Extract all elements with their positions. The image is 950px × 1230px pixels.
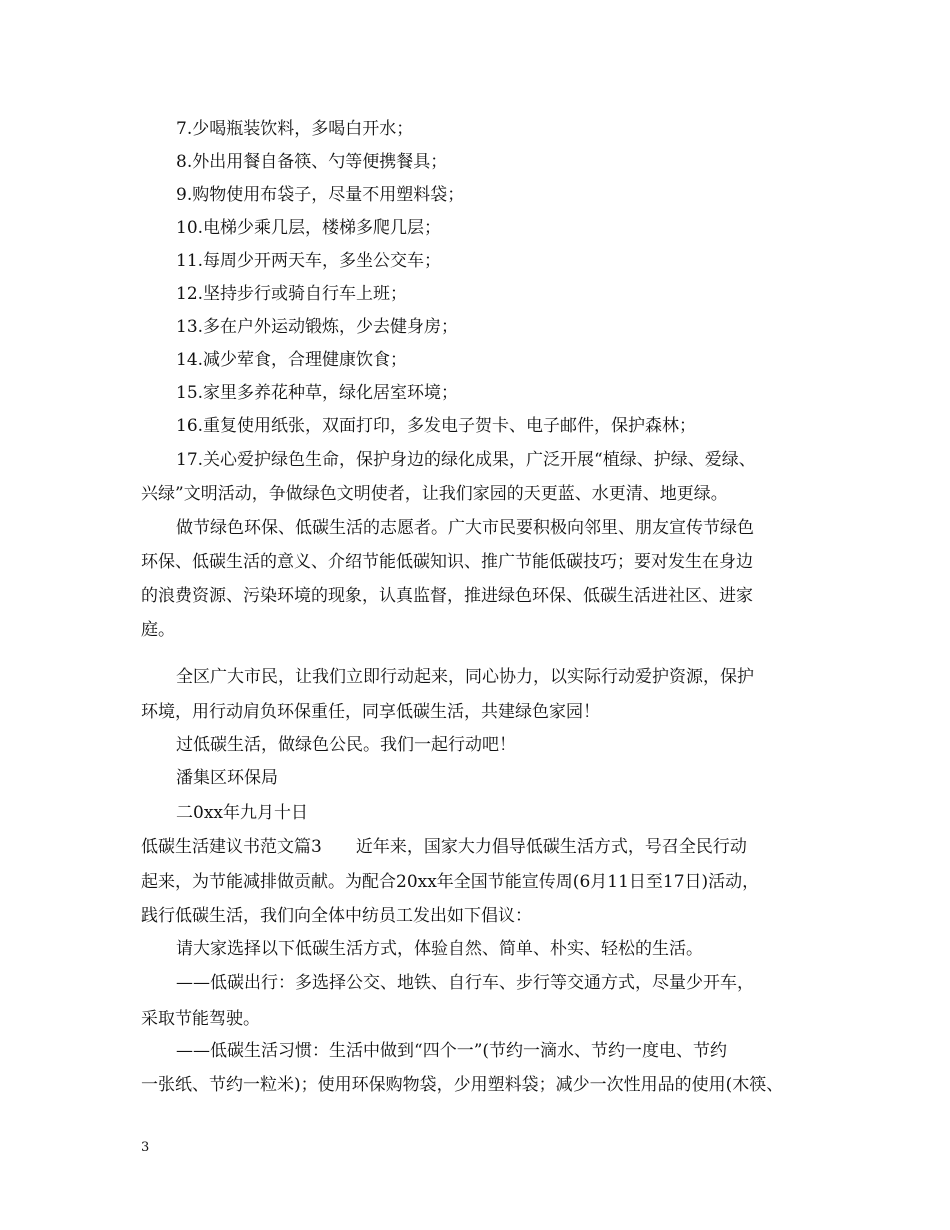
text-line: 环境，用行动肩负环保重任，同享低碳生活，共建绿色家园！: [141, 702, 600, 722]
text-line: 过低碳生活，做绿色公民。我们一起行动吧！: [176, 735, 516, 755]
text-line: 8.外出用餐自备筷、勺等便携餐具；: [176, 152, 448, 172]
text-line: 17.关心爱护绿色生命，保护身边的绿化成果，广泛开展“植绿、护绿、爱绿、: [176, 450, 756, 470]
text-line: 16.重复使用纸张，双面打印，多发电子贺卡、电子邮件，保护森林；: [176, 416, 697, 436]
section-heading-line: 低碳生活建议书范文篇3 近年来，国家大力倡导低碳生活方式，号召全民行动: [141, 837, 747, 857]
signature-date: 二0xx年九月十日: [176, 803, 308, 823]
text-line: 14.减少荤食，合理健康饮食；: [176, 350, 408, 370]
text-line: 15.家里多养花种草，绿化居室环境；: [176, 383, 459, 403]
text-line: 全区广大市民，让我们立即行动起来，同心协力，以实际行动爱护资源，保护: [176, 667, 754, 687]
text-line: 10.电梯少乘几层，楼梯多爬几层；: [176, 218, 442, 238]
text-line: 13.多在户外运动锻炼，少去健身房；: [176, 317, 459, 337]
text-line: 12.坚持步行或骑自行车上班；: [176, 284, 408, 304]
text-line: ——低碳出行：多选择公交、地铁、自行车、步行等交通方式，尽量少开车，: [176, 973, 754, 993]
signature-org: 潘集区环保局: [176, 768, 278, 788]
text-line: 兴绿”文明活动，争做绿色文明使者，让我们家园的天更蓝、水更清、地更绿。: [141, 484, 728, 504]
text-line: 起来，为节能减排做贡献。为配合20xx年全国节能宣传周(6月11日至17日)活动，: [141, 872, 760, 892]
text-line: 庭。: [141, 620, 175, 640]
text-line: 的浪费资源、污染环境的现象，认真监督，推进绿色环保、低碳生活进社区、进家: [141, 586, 753, 606]
text-line: 环保、低碳生活的意义、介绍节能低碳知识、推广节能低碳技巧；要对发生在身边: [141, 552, 753, 572]
text-line: 9.购物使用布袋子，尽量不用塑料袋；: [176, 185, 465, 205]
page-number: 3: [141, 1140, 150, 1155]
text-line: 7.少喝瓶装饮料，多喝白开水；: [176, 119, 414, 139]
text-line: 做节绿色环保、低碳生活的志愿者。广大市民要积极向邻里、朋友宣传节绿色: [176, 518, 754, 538]
text-line: 践行低碳生活，我们向全体中纺员工发出如下倡议：: [141, 906, 532, 926]
text-line: 11.每周少开两天车，多坐公交车；: [176, 251, 442, 271]
text-line: ——低碳生活习惯：生活中做到“四个一”(节约一滴水、节约一度电、节约: [176, 1041, 728, 1061]
text-line: 采取节能驾驶。: [141, 1009, 260, 1029]
text-line: 一张纸、节约一粒米)；使用环保购物袋，少用塑料袋；减少一次性用品的使用(木筷、: [141, 1075, 784, 1095]
text-line: 请大家选择以下低碳生活方式，体验自然、简单、朴实、轻松的生活。: [176, 939, 703, 959]
